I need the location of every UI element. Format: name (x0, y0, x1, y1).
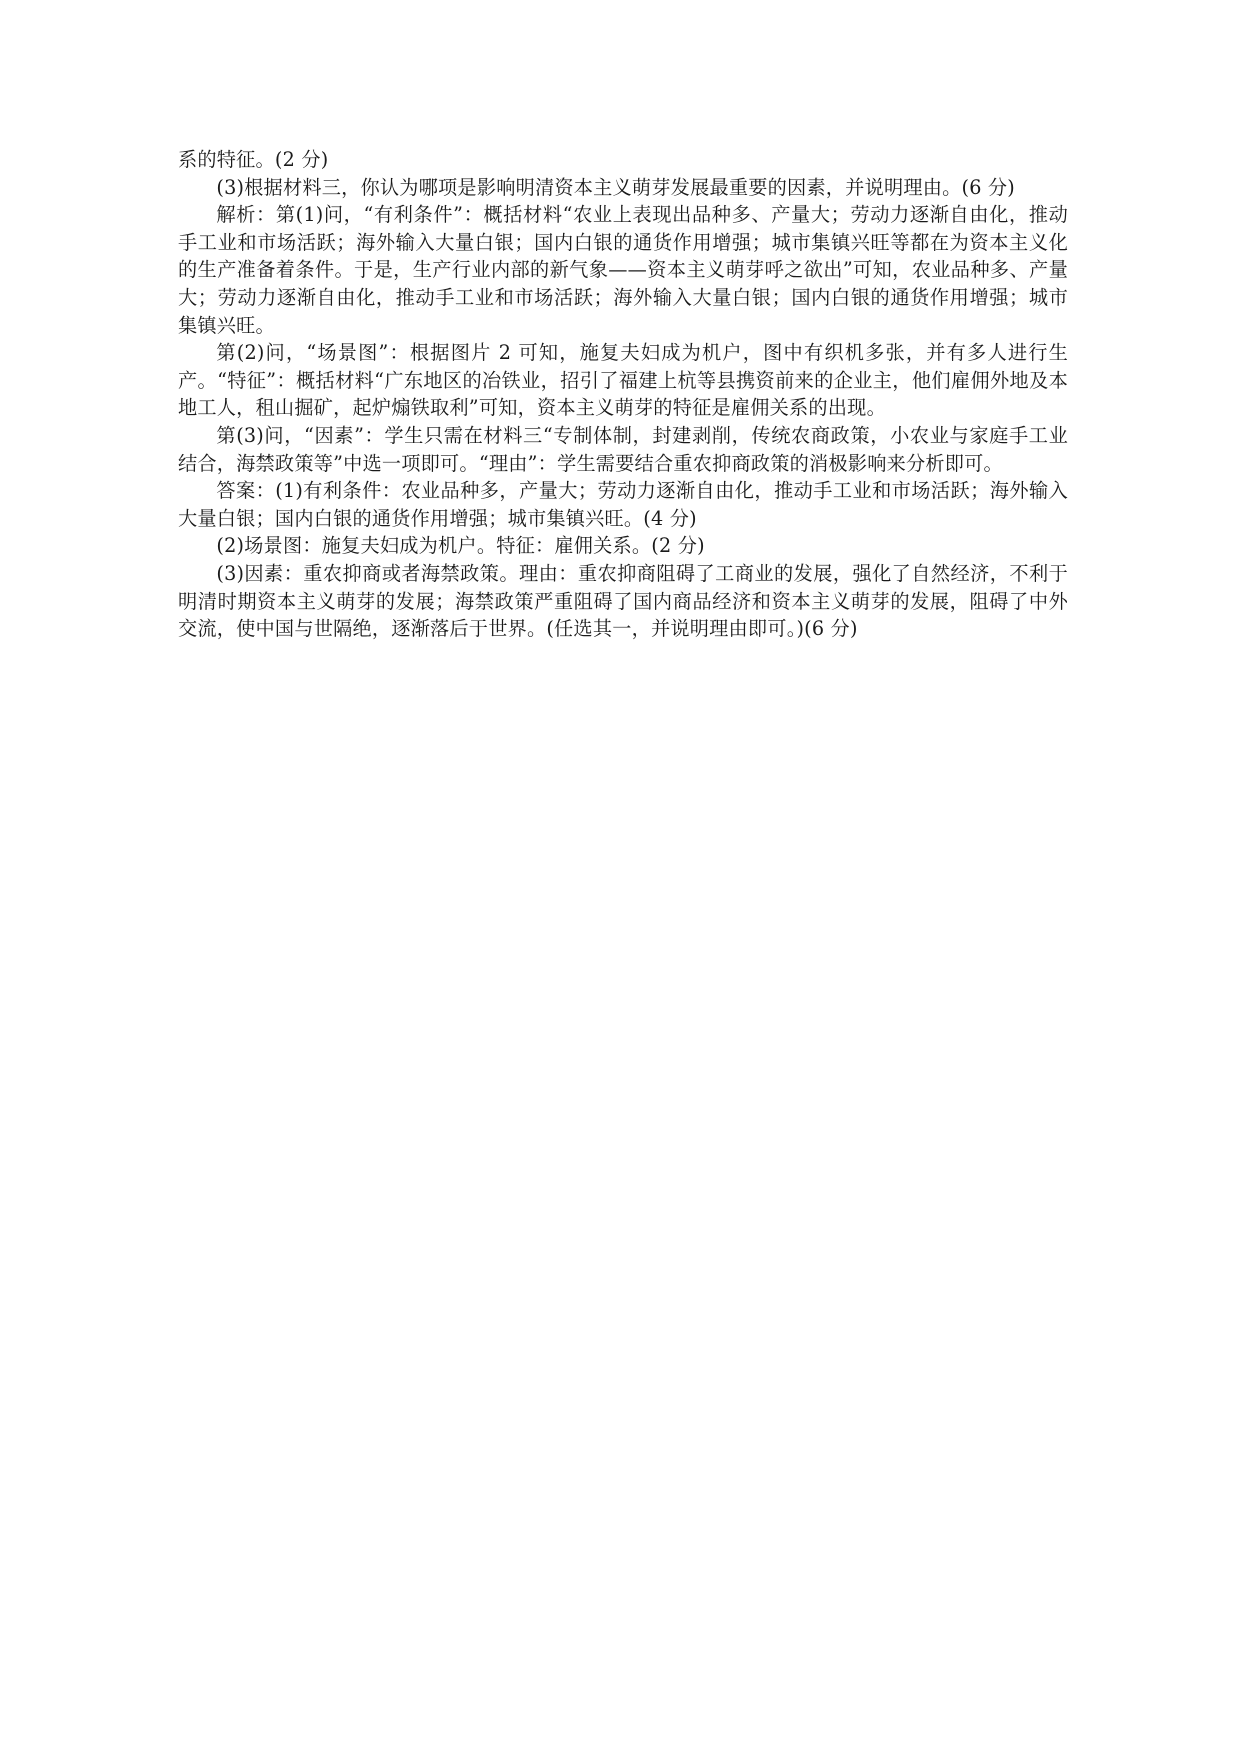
analysis-part-3: 第(3)问，“因素”：学生只需在材料三“专制体制，封建剥削，传统农商政策，小农业与家庭手工业结合，海禁政策等”中选一项即可。“理由”：学生需要结合重农抑商政策的消极影响来分析即可。 (178, 423, 1068, 475)
paragraph-continuation: 系的特征。(2 分) (178, 148, 329, 171)
answer-part-2: (2)场景图：施复夫妇成为机户。特征：雇佣关系。(2 分) (216, 534, 705, 558)
answer-part-1: 答案：(1)有利条件：农业品种多，产量大；劳动力逐渐自由化，推动手工业和市场活跃；海外输入大量白银；国内白银的通货作用增强；城市集镇兴旺。(4 分) (178, 479, 1068, 530)
document-page (178, 146, 1068, 643)
answer-part-3: (3)因素：重农抑商或者海禁政策。理由：重农抑商阻碍了工商业的发展，强化了自然经济，不利于明清时期资本主义萌芽的发展；海禁政策严重阻碍了国内商品经济和资本主义萌芽的发展，阻碍了中外交流，使中国与世隔绝，逐渐落后于世界。(任选其一，并说明理由即可。)(6 分) (178, 561, 1068, 641)
question-3: (3)根据材料三，你认为哪项是影响明清资本主义萌芽发展最重要的因素，并说明理由。(6 分) (216, 175, 1015, 199)
analysis-part-2: 第(2)问，“场景图”：根据图片 2 可知，施复夫妇成为机户，图中有织机多张，并有多人进行生产。“特征”：概括材料“广东地区的冶铁业，招引了福建上杭等县携资前来的企业主，他们雇佣外地及本地工人，租山掘矿，起炉煽铁取利”可知，资本主义萌芽的特征是雇佣关系的出现。 (178, 341, 1068, 420)
analysis-part-1: 解析：第(1)问，“有利条件”：概括材料“农业上表现出品种多、产量大；劳动力逐渐自由化，推动手工业和市场活跃；海外输入大量白银；国内白银的通货作用增强；城市集镇兴旺等都在为资本主义化的生产准备着条件。于是，生产行业内部的新气象——资本主义萌芽呼之欲出”可知，农业品种多、产量大；劳动力逐渐自由化，推动手工业和市场活跃；海外输入大量白银；国内白银的通货作用增强；城市集镇兴旺。 (178, 203, 1068, 337)
